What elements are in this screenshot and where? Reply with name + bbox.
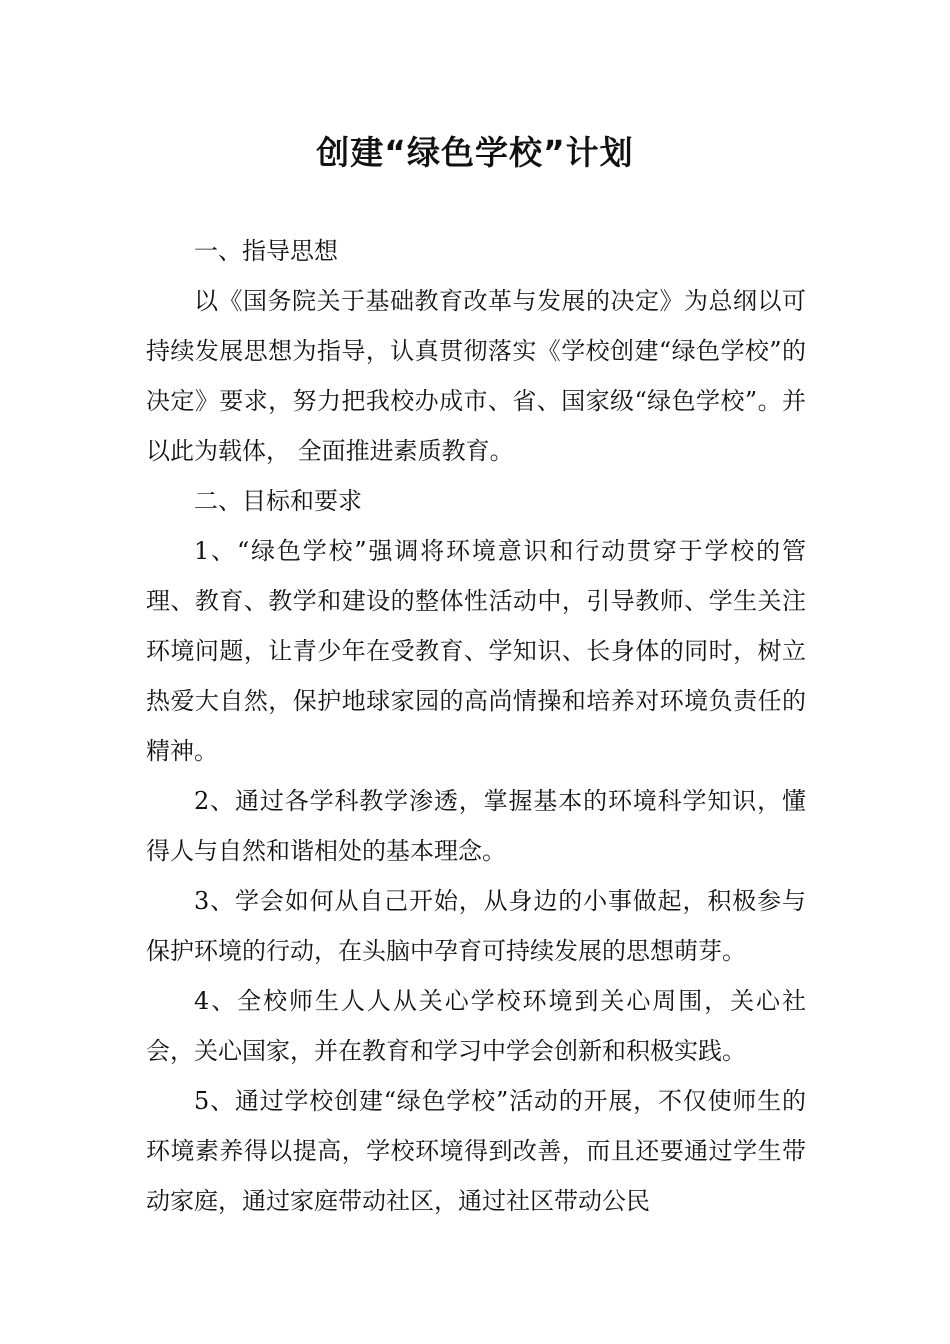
- paragraph-goal-4: 4、全校师生人人从关心学校环境到关心周围，关心社会，关心国家，并在教育和学习中学会创新和积极实践。: [146, 987, 806, 1065]
- paragraph-goal-3: 3、学会如何从自己开始，从身边的小事做起，积极参与保护环境的行动，在头脑中孕育可持续发展的思想萌芽。: [146, 887, 806, 965]
- document-title: 创建“绿色学校”计划: [316, 133, 634, 172]
- paragraph-goal-2: 2、通过各学科教学渗透，掌握基本的环境科学知识，懂得人与自然和谐相处的基本理念。: [146, 787, 806, 865]
- paragraph-guiding-thought: 以《国务院关于基础教育改革与发展的决定》为总纲以可持续发展思想为指导，认真贯彻落实《学校创建“绿色学校”的决定》要求，努力把我校办成市、省、国家级“绿色学校”。并以此为载体， 全面推进素质教育。: [146, 287, 806, 465]
- paragraph-goal-5: 5、通过学校创建“绿色学校”活动的开展，不仅使师生的环境素养得以提高，学校环境得到改善，而且还要通过学生带动家庭，通过家庭带动社区，通过社区带动公民: [146, 1087, 806, 1215]
- document-body: [146, 226, 806, 1226]
- section-heading-goals: 二、目标和要求: [194, 487, 362, 515]
- section-heading-guiding-thought: 一、指导思想: [194, 237, 338, 265]
- paragraph-goal-1: 1、“绿色学校”强调将环境意识和行动贯穿于学校的管理、教育、教学和建设的整体性活动中，引导教师、学生关注环境问题，让青少年在受教育、学知识、长身体的同时，树立热爱大自然，保护地球家园的高尚情操和培养对环境负责任的精神。: [146, 537, 806, 765]
